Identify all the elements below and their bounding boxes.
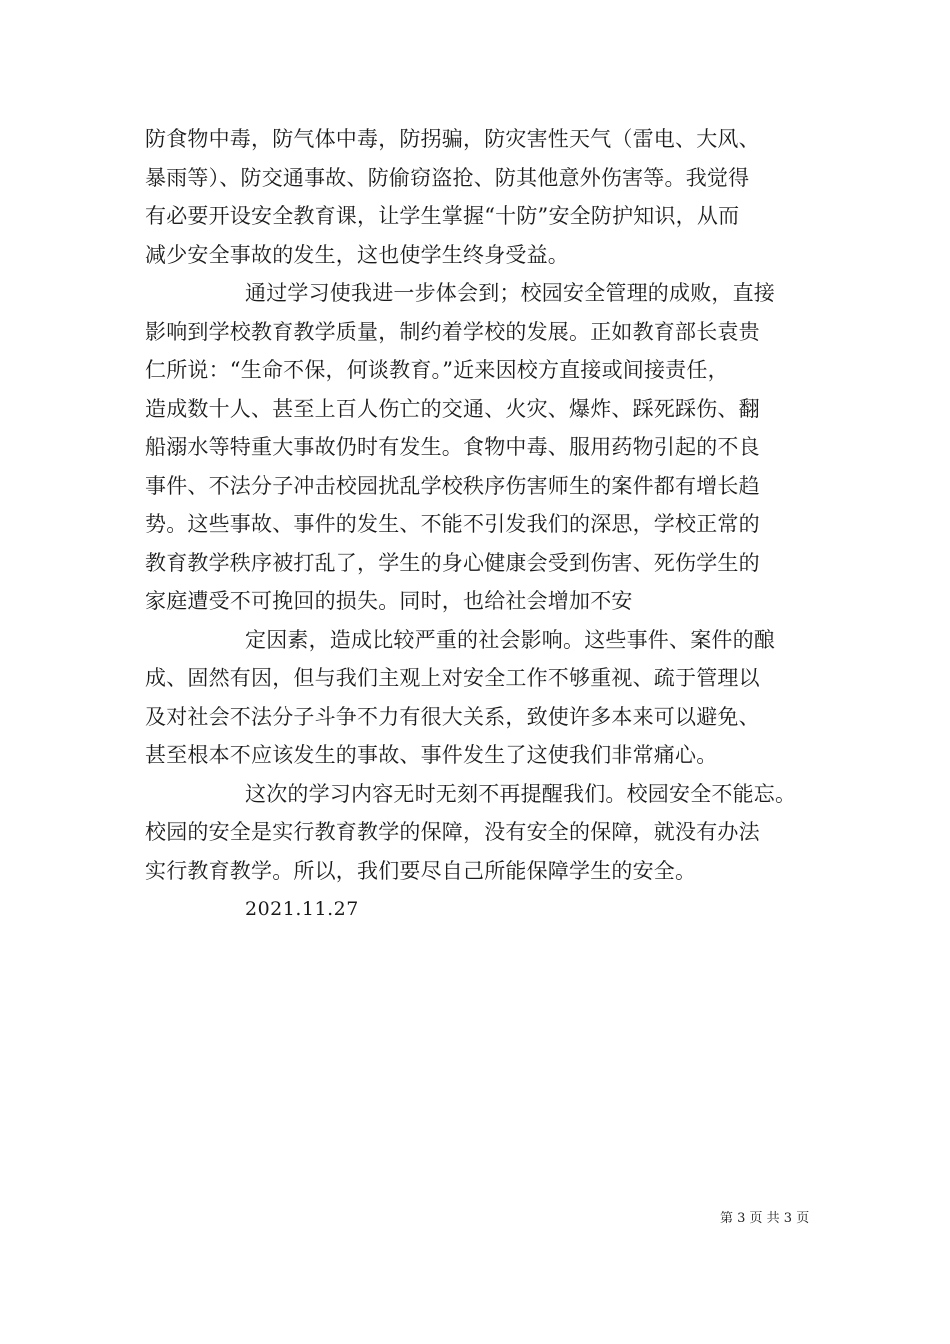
text-line: 甚至根本不应该发生的事故、事件发生了这使我们非常痛心。: [145, 743, 718, 767]
text-line: 势。这些事故、事件的发生、不能不引发我们的深思，学校正常的: [145, 512, 760, 536]
paragraph-start-line: 定因素，造成比较严重的社会影响。这些事件、案件的酿: [245, 627, 775, 652]
text-line: 及对社会不法分子斗争不力有很大关系，致使许多本来可以避免、: [145, 704, 760, 729]
document-body: [145, 120, 810, 929]
text-line: 实行教育教学。所以，我们要尽自己所能保障学生的安全。: [145, 858, 697, 883]
text-line: 造成数十人、甚至上百人伤亡的交通、火灾、爆炸、踩死踩伤、翻: [145, 396, 760, 421]
paragraph-start-line: 这次的学习内容无时无刻不再提醒我们。校园安全不能忘。: [245, 781, 797, 806]
text-line: 教育教学秩序被打乱了，学生的身心健康会受到伤害、死伤学生的: [145, 550, 760, 575]
page-number-footer: 第 3 页 共 3 页: [720, 1211, 810, 1226]
text-line: 家庭遭受不可挽回的损失。同时，也给社会增加不安: [145, 589, 633, 613]
text-line: 有必要开设安全教育课，让学生掌握“十防”安全防护知识，从而: [145, 204, 740, 228]
text-line: 防食物中毒，防气体中毒，防拐骗，防灾害性天气（雷电、大风、: [145, 127, 760, 151]
text-line: 船溺水等特重大事故仍时有发生。食物中毒、服用药物引起的不良: [145, 435, 760, 459]
text-line: 暴雨等）、防交通事故、防偷窃盗抢、防其他意外伤害等。我觉得: [145, 165, 750, 190]
text-line: 减少安全事故的发生，这也使学生终身受益。: [145, 242, 569, 267]
paragraph-start-line: 通过学习使我进一步体会到；校园安全管理的成败，直接: [245, 281, 775, 305]
text-line: 影响到学校教育教学质量，制约着学校的发展。正如教育部长袁贵: [145, 319, 760, 344]
text-line: 成、固然有因，但与我们主观上对安全工作不够重视、疏于管理以: [145, 666, 760, 690]
document-date: 2021.11.27: [245, 898, 359, 920]
text-line: 校园的安全是实行教育教学的保障，没有安全的保障，就没有办法: [145, 820, 760, 844]
text-line: 仁所说：“生命不保，何谈教育。”近来因校方直接或间接责任，: [145, 358, 729, 382]
text-line: 事件、不法分子冲击校园扰乱学校秩序伤害师生的案件都有增长趋: [145, 473, 760, 498]
